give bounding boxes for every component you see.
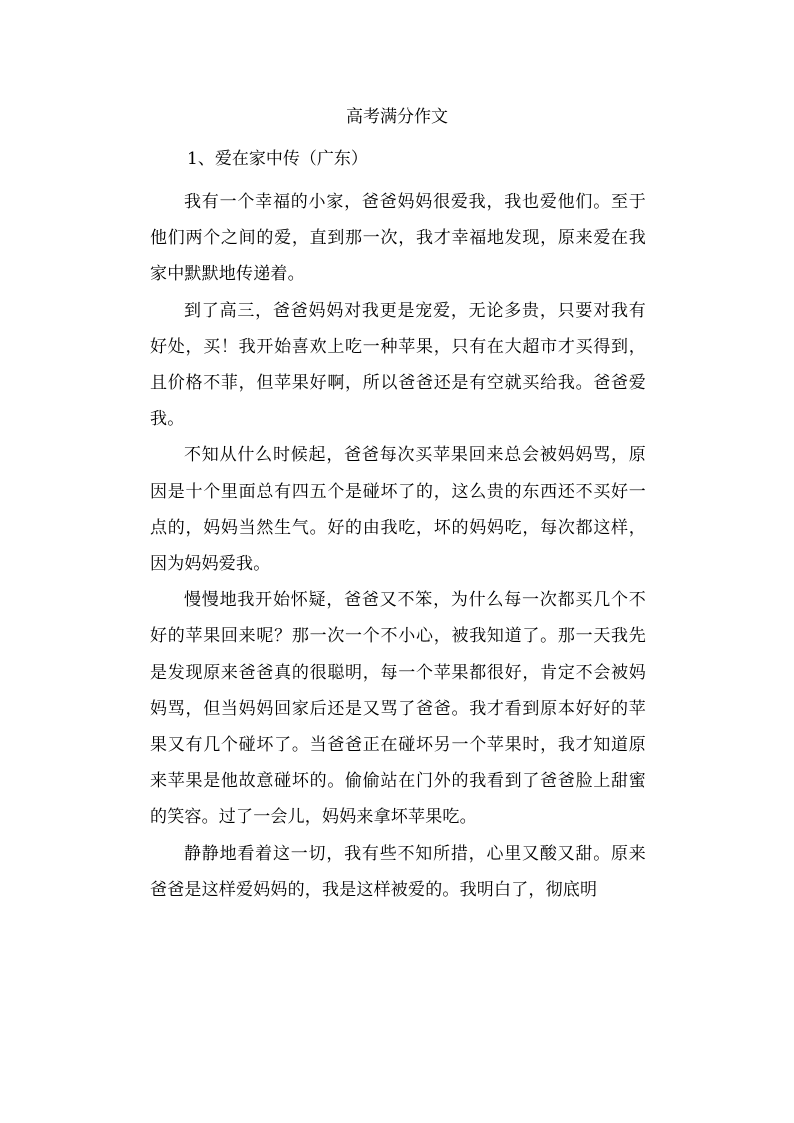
document-title: 高考满分作文 <box>346 107 448 127</box>
essay-paragraph-2: 到了高三，爸爸妈妈对我更是宠爱，无论多贵，只要对我有好处，买！我开始喜欢上吃一种苹果，只有在大超市才买得到，且价格不菲，但苹果好啊，所以爸爸还是有空就买给我。爸爸爱我。 <box>150 300 646 430</box>
essay-paragraph-5: 静静地看着这一切，我有些不知所措，心里又酸又甜。原来爸爸是这样爱妈妈的，我是这样被爱的。我明白了，彻底明 <box>150 843 646 900</box>
essay-heading: 1、爱在家中传（广东） <box>187 149 368 169</box>
essay-body <box>150 184 646 908</box>
essay-paragraph-4: 慢慢地我开始怀疑，爸爸又不笨，为什么每一次都买几个不好的苹果回来呢？那一次一个不小心，被我知道了。那一天我先是发现原来爸爸真的很聪明，每一个苹果都很好，肯定不会被妈妈骂，但当妈妈回家后还是又骂了爸爸。我才看到原本好好的苹果又有几个碰坏了。当爸爸正在碰坏另一个苹果时，我才知道原来苹果是他故意碰坏的。偷偷站在门外的我看到了爸爸脸上甜蜜的笑容。过了一会儿，妈妈来拿坏苹果吃。 <box>150 590 646 828</box>
essay-paragraph-3: 不知从什么时候起，爸爸每次买苹果回来总会被妈妈骂，原因是十个里面总有四五个是碰坏了的，这么贵的东西还不买好一点的，妈妈当然生气。好的由我吃，坏的妈妈吃，每次都这样，因为妈妈爱我。 <box>150 445 646 575</box>
essay-paragraph-1: 我有一个幸福的小家，爸爸妈妈很爱我，我也爱他们。至于他们两个之间的爱，直到那一次，我才幸福地发现，原来爱在我家中默默地传递着。 <box>150 192 646 285</box>
